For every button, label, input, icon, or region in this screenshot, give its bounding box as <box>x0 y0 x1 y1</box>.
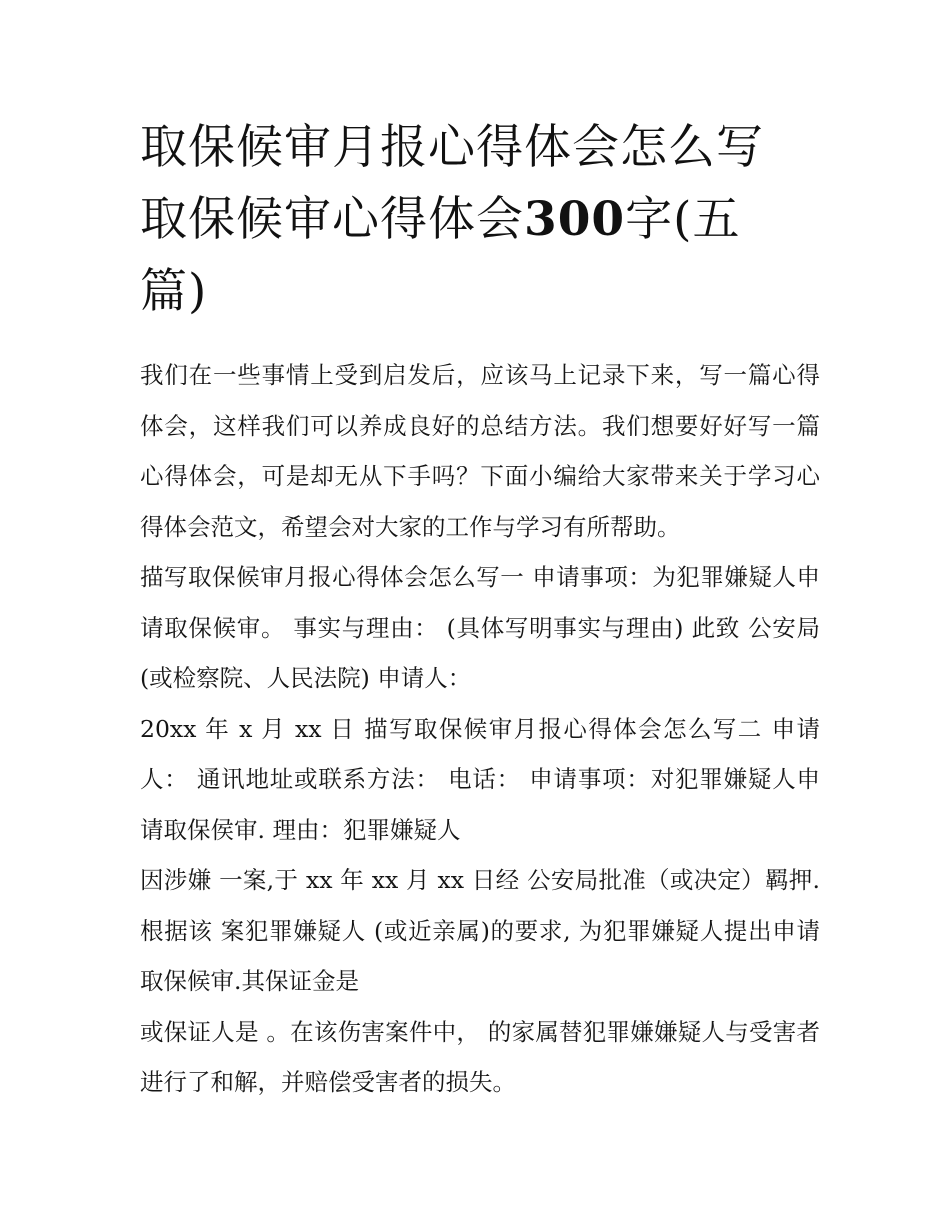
title-line-2-number: 300 <box>524 192 626 247</box>
paragraph-settlement: 或保证人是 。在该伤害案件中， 的家属替犯罪嫌嫌疑人与受害者进行了和解，并赔偿受害者的损失。 <box>140 1017 820 1096</box>
paragraph-application-1: 描写取保候审月报心得体会怎么写一 申请事项：为犯罪嫌疑人申请取保候审。 事实与理由： (具体写明事实与理由) 此致 公安局(或检察院、人民法院) 申请人： <box>140 563 820 692</box>
title-line-2-text: 取保候审心得体会 <box>140 192 524 247</box>
paragraph-application-2: 20xx 年 x 月 xx 日 描写取保候审月报心得体会怎么写二 申请人： 通讯地址或联系方法： 电话： 申请事项：对犯罪嫌疑人申请取保侯审. 理由：犯罪嫌疑人 <box>140 714 820 844</box>
document-page <box>140 112 820 1108</box>
title-line-3: 篇) <box>140 264 208 319</box>
title-line-2-suffix: 字(五 <box>625 192 741 247</box>
document-title <box>140 112 820 328</box>
document-body <box>140 350 820 1108</box>
title-line-1: 取保候审月报心得体会怎么写 <box>140 120 764 175</box>
paragraph-case-detail: 因涉嫌 一案,于 xx 年 xx 月 xx 日经 公安局批准（或决定）羁押.根据该 案犯罪嫌疑人 (或近亲属)的要求, 为犯罪嫌疑人提出申请取保候审.其保证金是 <box>140 866 820 995</box>
paragraph-intro: 我们在一些事情上受到启发后，应该马上记录下来，写一篇心得体会，这样我们可以养成良好的总结方法。我们想要好好写一篇心得体会，可是却无从下手吗？下面小编给大家带来关于学习心得体会范文，希望会对大家的工作与学习有所帮助。 <box>140 361 820 541</box>
